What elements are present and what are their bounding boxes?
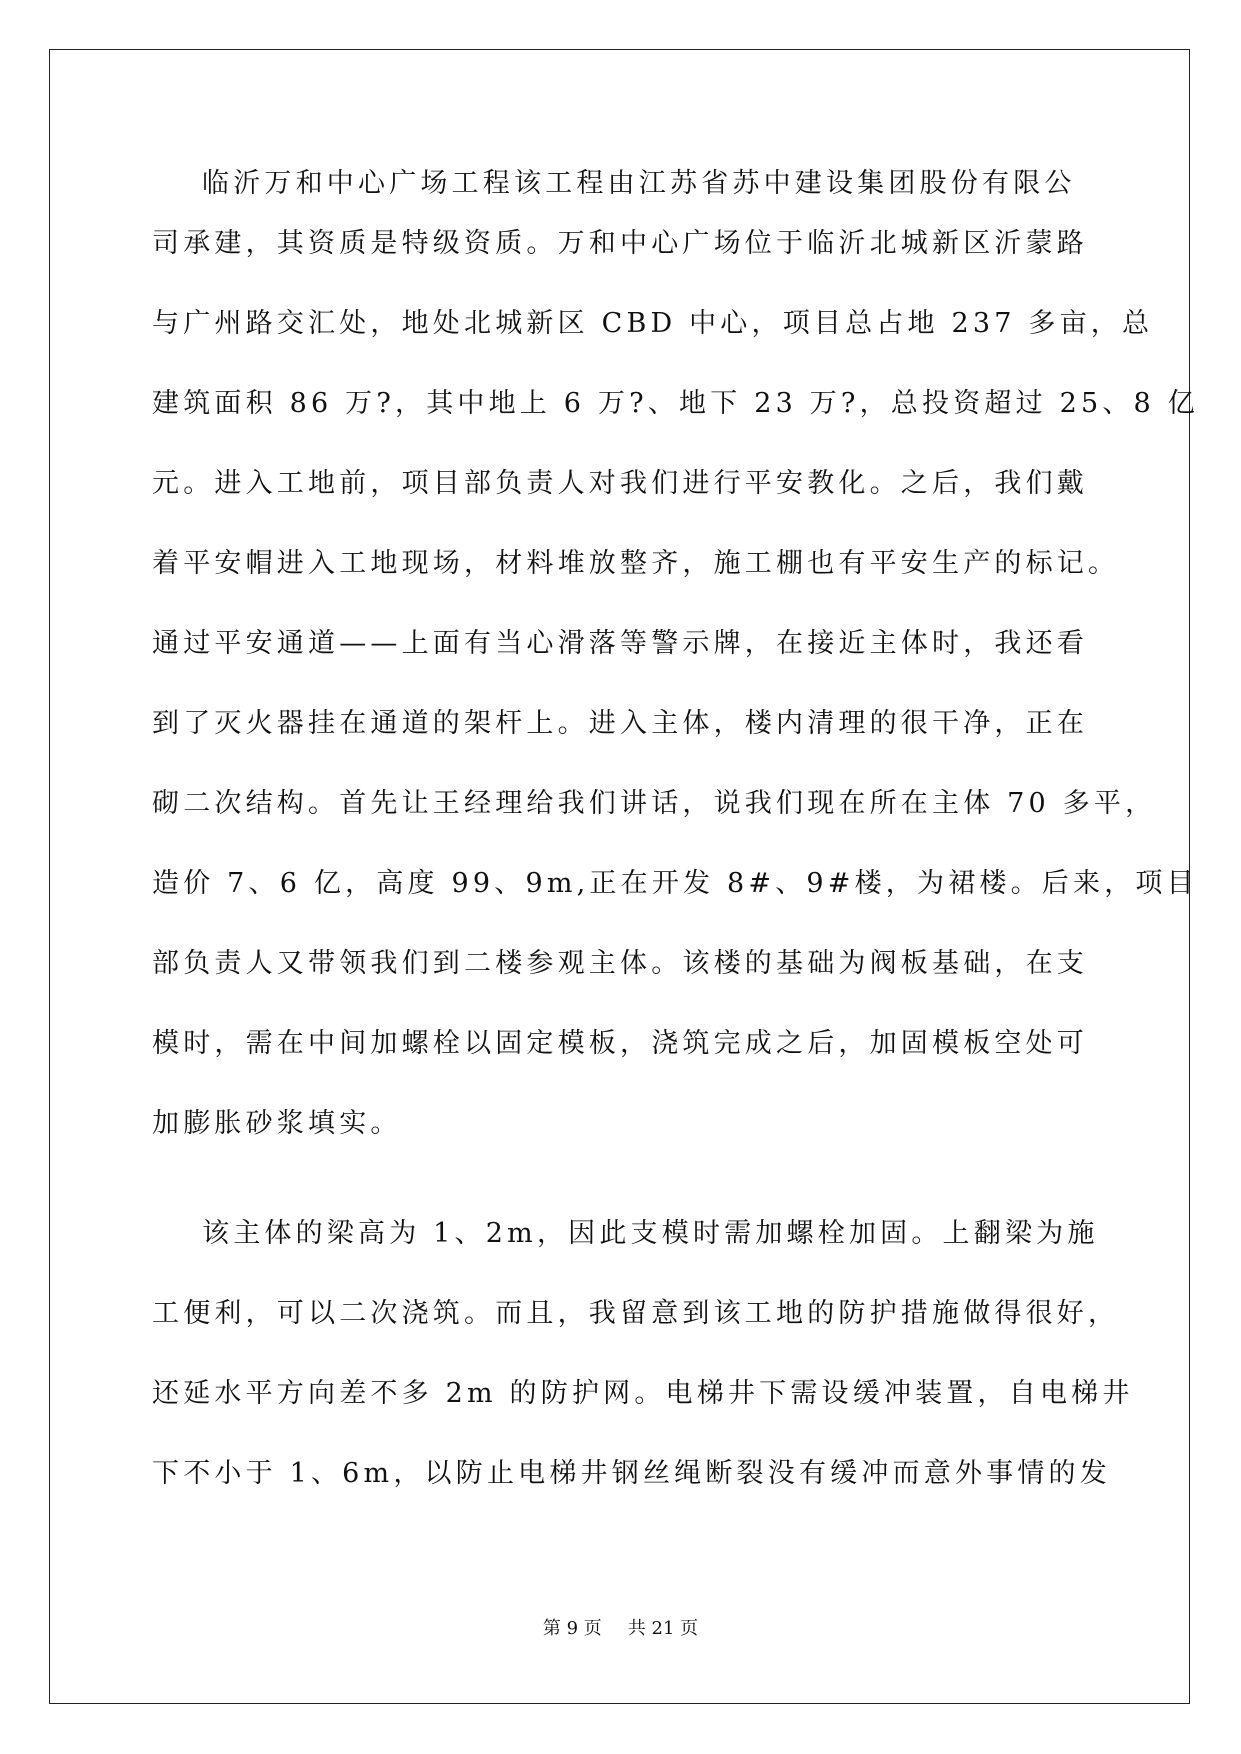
page-footer (0, 1614, 1241, 1640)
paragraph-1-line-9: 砌二次结构。首先让王经理给我们讲话，说我们现在所在主体 70 多平， (152, 788, 1157, 819)
paragraph-1-line-3: 与广州路交汇处，地处北城新区 CBD 中心，项目总占地 237 多亩，总 (152, 308, 1154, 339)
paragraph-1-line-2: 司承建，其资质是特级资质。万和中心广场位于临沂北城新区沂蒙路 (152, 228, 1088, 259)
paragraph-2-line-4: 下不小于 1、6m，以防止电梯井钢丝绳断裂没有缓冲而意外事情的发 (152, 1458, 1111, 1489)
paragraph-2-line-1: 该主体的梁高为 1、2m，因此支模时需加螺栓加固。上翻梁为施 (202, 1218, 1099, 1249)
paragraph-1-line-11: 部负责人又带领我们到二楼参观主体。该楼的基础为阀板基础，在支 (152, 948, 1088, 979)
paragraph-1-line-8: 到了灭火器挂在通道的架杆上。进入主体，楼内清理的很干净，正在 (152, 708, 1088, 739)
paragraph-2-line-2: 工便利，可以二次浇筑。而且，我留意到该工地的防护措施做得很好， (152, 1298, 1120, 1329)
paragraph-1-line-4: 建筑面积 86 万?，其中地上 6 万?、地下 23 万?，总投资超过 25、8 亿 (152, 388, 1199, 419)
paragraph-1-line-10: 造价 7、6 亿，高度 99、9m,正在开发 8#、9#楼，为裙楼。后来，项目 (152, 868, 1198, 899)
paragraph-1-line-6: 着平安帽进入工地现场，材料堆放整齐，施工棚也有平安生产的标记。 (152, 548, 1120, 579)
paragraph-1-line-13: 加膨胀砂浆填实。 (152, 1108, 402, 1139)
paragraph-1-line-5: 元。进入工地前，项目部负责人对我们进行平安教化。之后，我们戴 (152, 468, 1088, 499)
page-number: 第 9 页 (542, 1618, 602, 1639)
paragraph-1-line-7: 通过平安通道——上面有当心滑落等警示牌，在接近主体时，我还看 (152, 628, 1088, 659)
page-total: 共 21 页 (627, 1618, 699, 1639)
paragraph-1-line-12: 模时，需在中间加螺栓以固定模板，浇筑完成之后，加固模板空处可 (152, 1028, 1088, 1059)
paragraph-2-line-3: 还延水平方向差不多 2m 的防护网。电梯井下需设缓冲装置，自电梯井 (152, 1378, 1134, 1409)
paragraph-1-line-1: 临沂万和中心广场工程该工程由江苏省苏中建设集团股份有限公 (202, 168, 1076, 199)
